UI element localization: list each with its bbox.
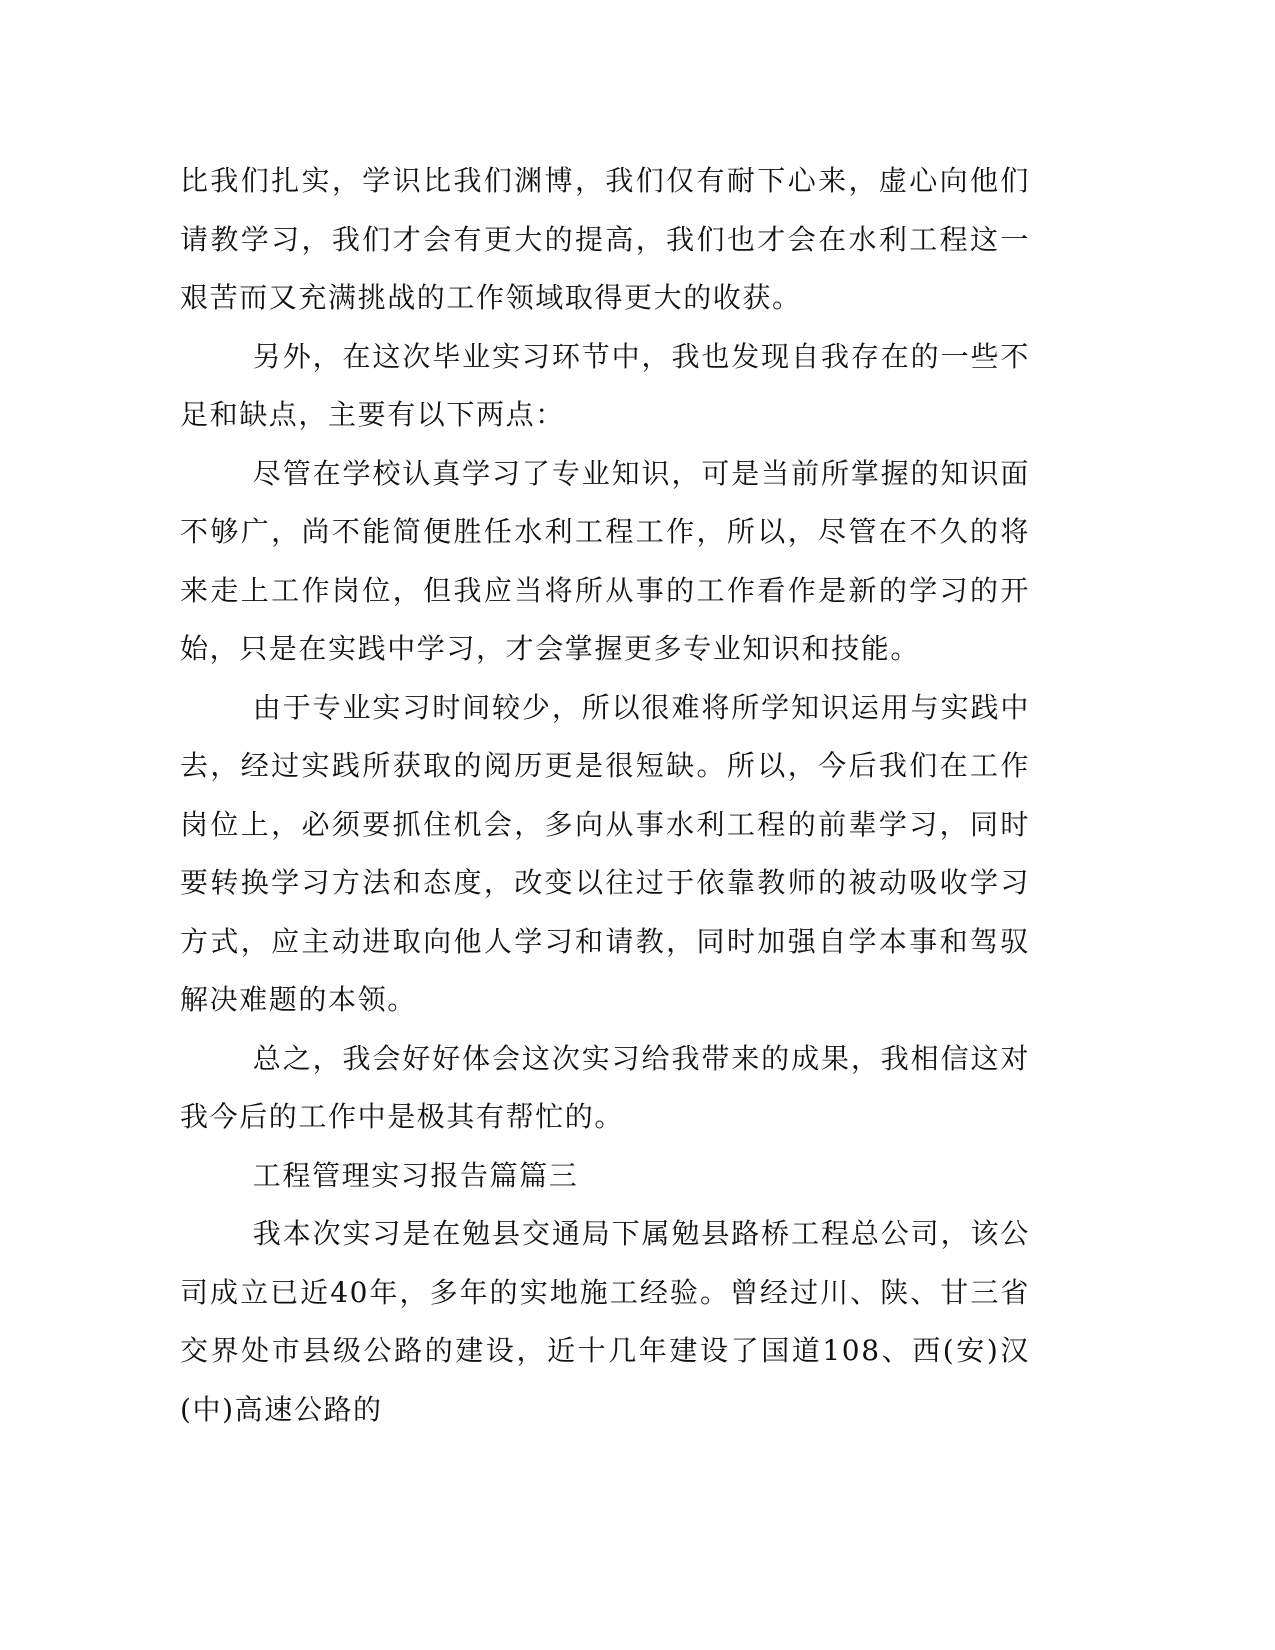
- section-heading: 工程管理实习报告篇篇三: [252, 1158, 579, 1192]
- paragraph-conclusion: 总之，我会好好体会这次实习给我带来的成果，我相信这对我今后的工作中是极其有帮忙的。: [180, 1041, 1030, 1133]
- paragraph-shortcomings-intro: 另外，在这次毕业实习环节中，我也发现自我存在的一些不足和缺点，主要有以下两点：: [180, 339, 1030, 431]
- document-body: [180, 152, 1030, 1439]
- paragraph-company-intro: 我本次实习是在勉县交通局下属勉县路桥工程总公司，该公司成立已近40年，多年的实地施工经验。曾经过川、陕、甘三省交界处市县级公路的建设，近十几年建设了国道108、西(安)汉(中)高速公路的: [180, 1217, 1030, 1426]
- paragraph-continuation: 比我们扎实，学识比我们渊博，我们仅有耐下心来，虚心向他们请教学习，我们才会有更大的提高，我们也才会在水利工程这一艰苦而又充满挑战的工作领域取得更大的收获。: [180, 164, 1030, 314]
- paragraph-knowledge: 尽管在学校认真学习了专业知识，可是当前所掌握的知识面不够广，尚不能简便胜任水利工程工作，所以，尽管在不久的将来走上工作岗位，但我应当将所从事的工作看作是新的学习的开始，只是在实践中学习，才会掌握更多专业知识和技能。: [180, 456, 1030, 665]
- paragraph-practice-time: 由于专业实习时间较少，所以很难将所学知识运用与实践中去，经过实践所获取的阅历更是很短缺。所以，今后我们在工作岗位上，必须要抓住机会，多向从事水利工程的前辈学习，同时要转换学习方法和态度，改变以往过于依靠教师的被动吸收学习方式，应主动进取向他人学习和请教，同时加强自学本事和驾驭解决难题的本领。: [180, 690, 1030, 1016]
